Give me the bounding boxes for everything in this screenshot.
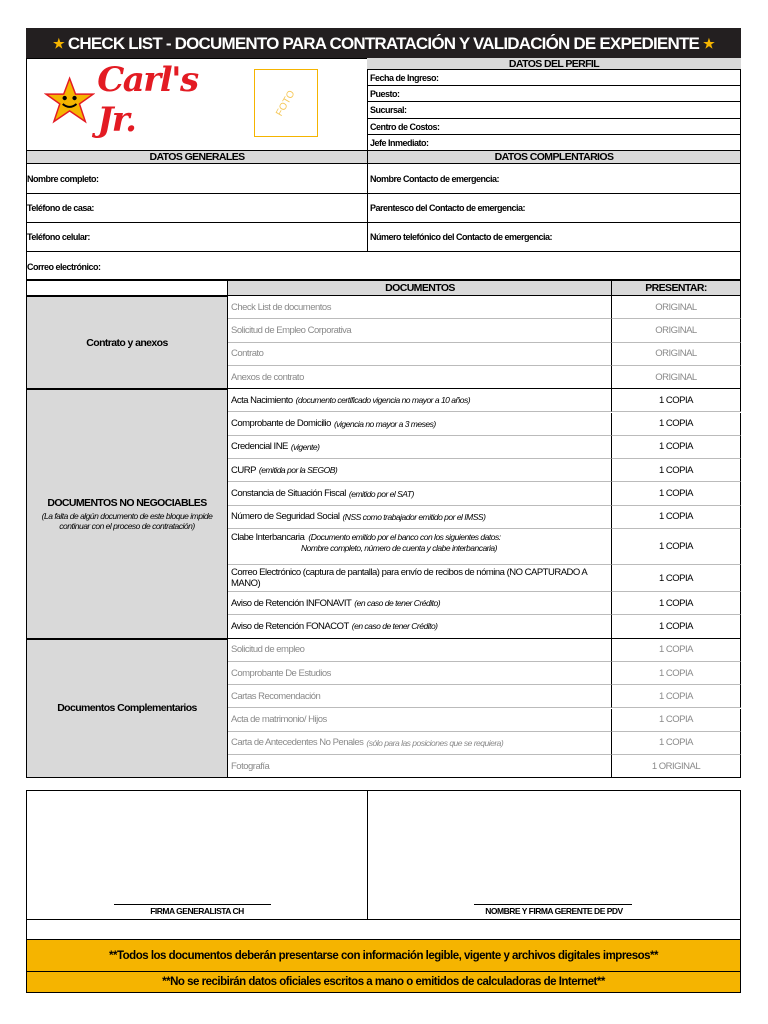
footer-note-2: **No se recibirán datos oficiales escritos a mano o emitidos de calculadoras de Internet** xyxy=(26,971,741,993)
presentar-value: 1 COPIA xyxy=(611,615,741,638)
document-name: Aviso de Retención INFONAVIT xyxy=(231,597,352,609)
document-note: (emitido por el SAT) xyxy=(348,488,414,499)
presentar-value: 1 COPIA xyxy=(611,436,741,459)
document-note: (NSS como trabajador emitido por el IMSS) xyxy=(342,511,486,522)
section-title: Contrato y anexos xyxy=(86,336,168,349)
document-note: (sólo para las posiciones que se requiera) xyxy=(366,737,504,748)
nombre-completo-label: Nombre completo: xyxy=(27,174,99,184)
document-name: Contrato xyxy=(231,348,264,360)
presentar-value: 1 ORIGINAL xyxy=(611,755,741,778)
document-name: CURP xyxy=(231,464,256,476)
brand-logo xyxy=(44,60,244,140)
correo-electronico-label: Correo electrónico: xyxy=(27,262,101,272)
document-row xyxy=(227,685,612,708)
document-row xyxy=(227,709,612,732)
perfil-field: Jefe Inmediato: xyxy=(370,137,429,148)
section-subtitle: (La falta de algún documento de este bloque impide continuar con el proceso de contratación) xyxy=(41,510,213,531)
telefono-casa-label: Teléfono de casa: xyxy=(27,203,94,213)
document-name: Número de Seguridad Social xyxy=(231,511,340,523)
presentar-value: 1 COPIA xyxy=(611,732,741,755)
perfil-field: Fecha de Ingreso: xyxy=(368,70,741,86)
document-note: (vigencia no mayor a 3 meses) xyxy=(333,418,436,429)
presentar-value: 1 COPIA xyxy=(611,459,741,482)
document-name: Fotografía xyxy=(231,760,270,772)
section-category xyxy=(26,296,228,389)
firma-gerente-box xyxy=(367,790,741,920)
document-row xyxy=(227,413,612,436)
presentar-value: ORIGINAL xyxy=(611,343,741,366)
document-row xyxy=(227,319,612,342)
section-category xyxy=(26,389,228,638)
document-note: (emitida por la SEGOB) xyxy=(258,465,338,476)
document-name: Clabe Interbancaria xyxy=(231,532,305,543)
section-category xyxy=(26,639,228,779)
document-note: (documento certificado vigencia no mayor a 10 años) xyxy=(295,395,471,406)
blank-row xyxy=(26,919,741,940)
document-name: Check List de documentos xyxy=(231,301,331,313)
star-mascot-icon xyxy=(44,76,95,124)
document-row xyxy=(227,592,612,615)
document-name: Comprobante De Estudios xyxy=(231,667,331,679)
presentar-value: 1 COPIA xyxy=(611,565,741,592)
document-row xyxy=(227,366,612,389)
document-row xyxy=(227,732,612,755)
document-name: Acta Nacimiento xyxy=(231,394,293,406)
document-name: Constancia de Situación Fiscal xyxy=(231,488,346,500)
document-name: Solicitud de Empleo Corporativa xyxy=(231,324,352,336)
star-icon: ★ xyxy=(703,35,714,51)
presentar-value: ORIGINAL xyxy=(611,319,741,342)
section-title: Documentos Complementarios xyxy=(57,702,197,715)
presentar-value: 1 COPIA xyxy=(611,506,741,529)
document-name: Anexos de contrato xyxy=(231,371,304,383)
perfil-field: Sucursal: xyxy=(368,102,741,118)
generales-header: DATOS GENERALES xyxy=(26,151,368,164)
complementarios-header: DATOS COMPLENTARIOS xyxy=(367,151,741,164)
document-name: Comprobante de Domicilio xyxy=(231,418,331,430)
presentar-value: 1 COPIA xyxy=(611,592,741,615)
col-presentar: PRESENTAR: xyxy=(611,281,740,295)
document-name: Solicitud de empleo xyxy=(231,644,305,656)
perfil-header: DATOS DEL PERFIL xyxy=(367,58,741,70)
presentar-value: ORIGINAL xyxy=(611,296,741,319)
footer-note-1: **Todos los documentos deberán presentarse con información legible, vigente y archivos digitales impresos** xyxy=(26,939,741,972)
document-row xyxy=(227,482,612,505)
presentar-value: 1 COPIA xyxy=(611,389,741,412)
document-note: (vigente) xyxy=(290,441,320,452)
presentar-value: 1 COPIA xyxy=(611,482,741,505)
document-row xyxy=(227,565,612,592)
document-row xyxy=(227,459,612,482)
presentar-value: 1 COPIA xyxy=(611,685,741,708)
document-note: (en caso de tener Crédito) xyxy=(351,621,438,632)
firma-generalista-label: FIRMA GENERALISTA CH xyxy=(150,906,244,916)
col-documentos: DOCUMENTOS xyxy=(227,281,612,295)
title-text: CHECK LIST - DOCUMENTO PARA CONTRATACIÓN Y VALIDACIÓN DE EXPEDIENTE xyxy=(67,33,700,53)
section-title: DOCUMENTOS NO NEGOCIABLES xyxy=(47,496,207,509)
photo-placeholder xyxy=(254,69,318,137)
document-note: (en caso de tener Crédito) xyxy=(354,598,441,609)
document-row xyxy=(227,615,612,638)
star-icon: ★ xyxy=(53,35,64,51)
presentar-value: 1 COPIA xyxy=(611,709,741,732)
perfil-field: Centro de Costos: xyxy=(368,119,741,135)
firma-gerente-label: NOMBRE Y FIRMA GERENTE DE PDV xyxy=(485,906,623,916)
document-name: Acta de matrimonio/ Hijos xyxy=(231,714,327,726)
document-name: Cartas Recomendación xyxy=(231,690,321,702)
telefono-celular-label: Teléfono celular: xyxy=(27,232,90,242)
presentar-value: 1 COPIA xyxy=(611,662,741,685)
presentar-value: 1 COPIA xyxy=(611,529,741,565)
document-note: (Documento emitido por el banco con los siguientes datos: xyxy=(308,532,501,542)
document-row xyxy=(227,343,612,366)
document-note: Nombre completo, número de cuenta y clabe interbancaria) xyxy=(301,543,497,553)
document-row xyxy=(227,529,612,565)
document-row xyxy=(227,755,612,778)
presentar-value: 1 COPIA xyxy=(611,639,741,662)
document-title xyxy=(26,28,741,59)
perfil-field: Puesto: xyxy=(368,86,741,102)
document-name: Correo Electrónico (captura de pantalla) para envío de recibos de nómina (NO CAPTURADO A MANO) xyxy=(231,567,587,589)
firma-generalista-box xyxy=(26,790,368,920)
document-name: Aviso de Retención FONACOT xyxy=(231,620,349,632)
document-row xyxy=(227,506,612,529)
brand-name: Carl's Jr. xyxy=(97,60,198,140)
presentar-value: ORIGINAL xyxy=(611,366,741,389)
document-name: Credencial INE xyxy=(231,441,288,453)
document-row xyxy=(227,639,612,662)
document-row xyxy=(227,436,612,459)
photo-label: FOTO xyxy=(274,88,298,118)
document-row xyxy=(227,662,612,685)
telefono-emergencia-label: Número telefónico del Contacto de emergencia: xyxy=(370,232,553,242)
presentar-value: 1 COPIA xyxy=(611,413,741,436)
document-row xyxy=(227,296,612,319)
document-name: Carta de Antecedentes No Penales xyxy=(231,737,364,749)
parentesco-emergencia-label: Parentesco del Contacto de emergencia: xyxy=(370,203,526,213)
document-row xyxy=(227,389,612,412)
contacto-emergencia-label: Nombre Contacto de emergencia: xyxy=(370,174,500,184)
